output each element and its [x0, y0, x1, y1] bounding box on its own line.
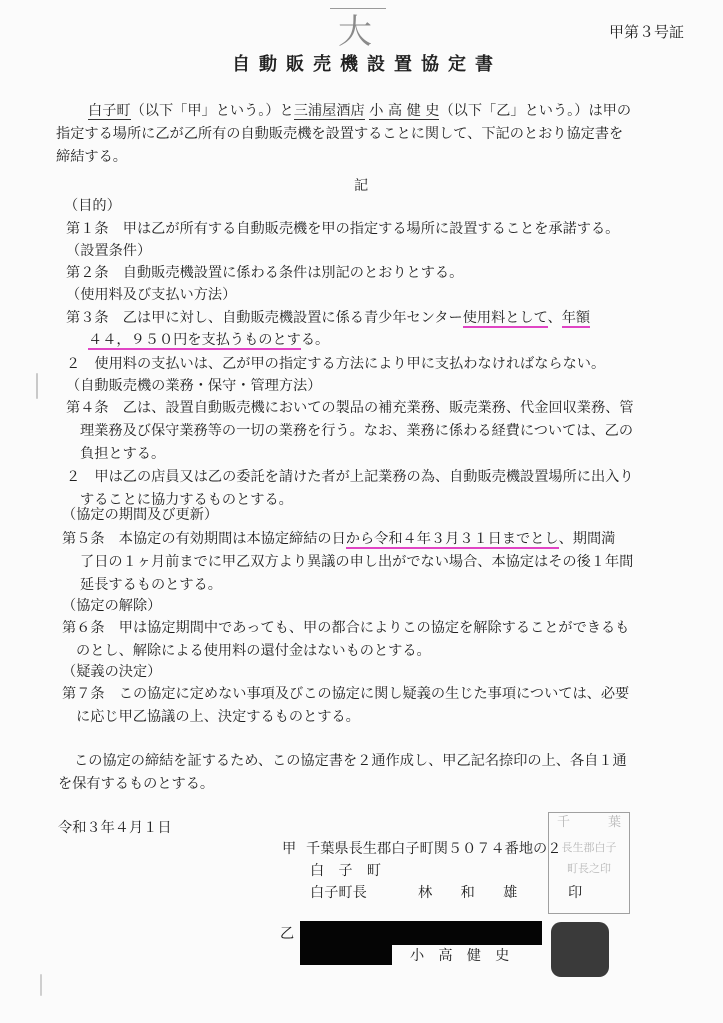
article-3-fee-highlight: 使用料として — [462, 310, 548, 326]
seal-line-4: 町長之印 — [567, 862, 611, 875]
article-4-line-2: 理業務及び保守業務等の一切の業務を行う。なお、業務に係わる経費については、乙の — [80, 423, 634, 439]
party-b-seal — [551, 922, 609, 977]
party-a-label: 甲 — [282, 841, 297, 857]
closing-line-1: この協定の締結を証するため、この協定書を２通作成し、甲乙記名捺印の上、各自１通 — [74, 753, 627, 769]
article-3-text-a: 第３条 乙は甲に対し、自動販売機設置に係る青少年センター — [66, 310, 463, 326]
party-a-name: 白子町 — [88, 103, 131, 119]
article-4-line-1: 第４条 乙は、設置自動販売機においての製品の補充業務、販売業務、代金回収業務、管 — [66, 400, 634, 416]
party-a-org: 白 子 町 — [310, 863, 381, 879]
seal-char-1: 千 — [557, 815, 571, 830]
closing-line-2: を保有するものとする。 — [58, 776, 215, 792]
article-5-line-2: 了日の１ヶ月前までに甲乙双方より異議の申し出がでない場合、本協定はその後１年間 — [80, 554, 634, 570]
intro-text-1: （以下「甲」という。）と — [130, 103, 294, 119]
article-6-line-2: のとし、解除による使用料の還付金はないものとする。 — [76, 643, 431, 659]
party-b-name-signature: 小 高 健 史 — [410, 948, 510, 964]
redacted-shop-name — [300, 945, 392, 965]
cancel-heading: （協定の解除） — [62, 598, 162, 614]
article-5-text-a: 第５条 本協定の有効期間は本協定締結の日 — [62, 531, 346, 547]
article-6-line-1: 第６条 甲は協定期間中であっても、甲の都合によりこの協定を解除することができるも — [62, 620, 630, 636]
article-5-line-3: 延長するものとする。 — [80, 577, 222, 593]
party-a-mayor-name: 林 和 雄 — [418, 885, 518, 901]
intro-line-3: 締結する。 — [56, 149, 127, 165]
official-seal — [548, 812, 630, 914]
scan-artifact-bottom — [40, 974, 42, 996]
agreement-date: 令和３年４月１日 — [58, 820, 172, 836]
article-3-amount-highlight: ４４，９５０円を支払うものとす — [88, 332, 301, 348]
article-3-line-1 — [66, 308, 590, 328]
party-a-mayor-title: 白子町長 — [310, 885, 367, 901]
scan-artifact-left — [36, 373, 38, 399]
article-3-text-c: 、 — [547, 310, 562, 326]
operations-heading: （自動販売機の業務・保守・管理方法） — [66, 378, 322, 394]
document-title: 自動販売機設置協定書 — [232, 54, 502, 75]
term-heading: （協定の期間及び更新） — [62, 507, 219, 523]
party-b-shop: 三浦屋酒店 — [293, 103, 365, 119]
ki-heading: 記 — [354, 178, 369, 194]
article-7-line-1: 第７条 この協定に定めない事項及びこの協定に関し疑義の生じた事項については、必要 — [62, 686, 630, 702]
doubt-heading: （疑義の決定） — [62, 664, 162, 680]
conditions-heading: （設置条件） — [66, 243, 152, 259]
article-4-paragraph-2-line-2: することに協力するものとする。 — [80, 492, 293, 508]
article-7-line-2: に応じ甲乙協議の上、決定するものとする。 — [76, 709, 360, 725]
article-2: 第２条 自動販売機設置に係わる条件は別記のとおりとする。 — [66, 265, 464, 281]
article-4-line-3: 負担とする。 — [80, 446, 166, 462]
document-number: 甲第３号証 — [609, 23, 685, 41]
article-5-term-highlight: から令和４年３月３１日までとし — [345, 531, 559, 547]
party-a-address: 千葉県長生郡白子町関５０７４番地の２ — [306, 841, 562, 857]
purpose-heading: （目的） — [64, 198, 121, 214]
party-b-name: 小 高 健 史 — [369, 103, 440, 119]
article-5-line-1 — [62, 529, 615, 549]
article-4-paragraph-2-line-1: ２ 甲は乙の店員又は乙の委託を請けた者が上記業務の為、自動販売機設置場所に出入り — [66, 469, 634, 485]
party-b-label: 乙 — [280, 926, 295, 942]
seal-line-3: 長生郡白子 — [561, 841, 617, 854]
intro-line-2: 指定する場所に乙が乙所有の自動販売機を設置することに関して、下記のとおり協定書を — [56, 126, 624, 142]
article-5-text-c: 、期間満 — [558, 531, 616, 547]
fee-heading: （使用料及び支払い方法） — [66, 287, 237, 303]
article-3-line-2-end: る。 — [300, 332, 330, 348]
article-1: 第１条 甲は乙が所有する自動販売機を甲の指定する場所に設置することを承諾する。 — [66, 221, 620, 237]
article-3-paragraph-2: ２ 使用料の支払いは、乙が甲の指定する方法により甲に支払わなければならない。 — [66, 356, 606, 372]
top-stamp-mark: 大 — [338, 12, 372, 52]
redacted-address — [300, 921, 542, 945]
article-3-annual-highlight: 年額 — [561, 310, 591, 326]
intro-text-2: （以下「乙」という。）は甲の — [439, 103, 632, 119]
intro-line-1 — [88, 101, 631, 121]
article-3-line-2 — [88, 330, 329, 350]
top-stamp-rule — [330, 8, 386, 9]
seal-char-2: 葉 — [607, 815, 621, 830]
party-a-seal-suffix: 印 — [568, 885, 583, 901]
